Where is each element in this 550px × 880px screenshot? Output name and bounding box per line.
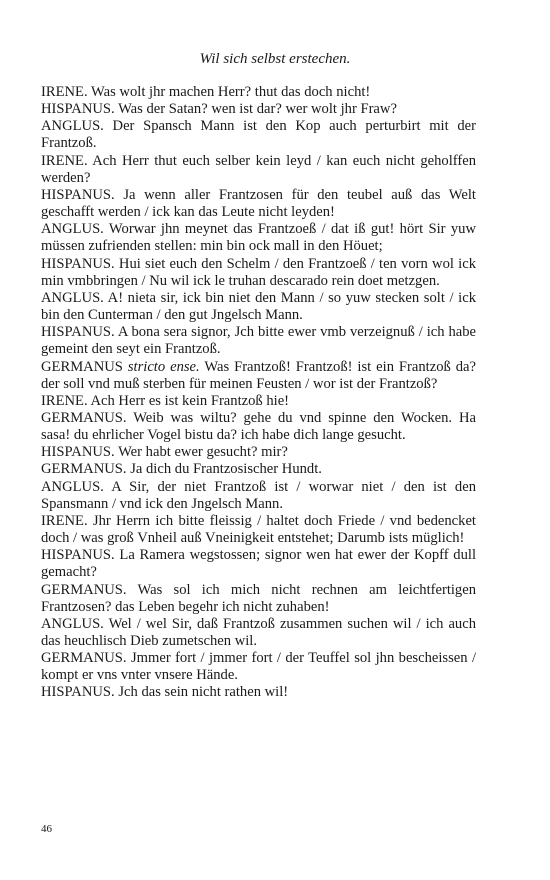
speech-text: Jhr Herrn ich bitte fleissig / haltet doch Friede / vnd bedencket doch / was groß Vnheil auß Vneinigkeit entstehet; Darumb ists müglich!	[41, 512, 476, 547]
speech	[41, 461, 476, 478]
speech-text: Wel / wel Sir, daß Frantzoß zusammen suchen wil / ich auch das heuchlisch Dieb zumetschen wil.	[41, 615, 476, 649]
speaker-name: ANGLUS.	[41, 478, 104, 495]
speech-text: Was wolt jhr machen Herr? thut das doch nicht!	[91, 84, 371, 100]
speaker-name: HISPANUS.	[41, 547, 115, 564]
speech-text: Was Frantzoß! Frantzoß! ist ein Frantzoß da? der soll vnd muß sterben für meinen Feusten / wor ist der Frantzoß?	[41, 358, 477, 392]
speaker-name: GERMANUS.	[41, 650, 127, 667]
speech-text: Ach Herr es ist kein Frantzoß hie!	[90, 392, 290, 409]
speech-text: Weib was wiltu? gehe du vnd spinne den Wocken. Ha sasa! du ehrlicher Vogel bistu da? ich habe dich lange gesucht.	[41, 409, 476, 444]
page-number: 46	[41, 823, 52, 835]
speaker-name: IRENE.	[41, 84, 88, 100]
speech-text: A bona sera signor, Jch bitte ewer vmb verzeignuß / ich habe gemeint den seyt ein Frantzoß.	[41, 324, 477, 358]
speech-text: Jch das sein nicht rathen wil!	[118, 684, 289, 701]
speech	[41, 582, 476, 616]
speaker-name: IRENE.	[41, 152, 88, 169]
speech	[41, 393, 476, 410]
speech-text: Was sol ich mich nicht rechnen am leichtfertigen Frantzosen? das Leben begehr ich nicht zuhaben!	[41, 581, 476, 615]
speech	[41, 101, 476, 118]
speech	[41, 684, 476, 701]
speech	[41, 616, 476, 650]
speech	[41, 221, 476, 255]
speaker-name: HISPANUS.	[41, 684, 115, 701]
speech-text: Wer habt ewer gesucht? mir?	[118, 444, 288, 461]
speech	[41, 547, 476, 581]
speech	[41, 410, 476, 444]
speaker-name: GERMANUS.	[41, 461, 127, 478]
speech-text: Was der Satan? wen ist dar? wer wolt jhr Fraw?	[118, 101, 397, 118]
speech-text: Ach Herr thut euch selber kein leyd / kan euch nicht geholffen werden?	[41, 152, 476, 186]
speaker-name: ANGLUS.	[41, 615, 104, 632]
stage-direction-inline: stricto ense.	[127, 358, 200, 375]
speaker-name: HISPANUS.	[41, 444, 115, 461]
speaker-name: ANGLUS.	[41, 289, 104, 306]
speaker-name: GERMANUS.	[41, 409, 127, 426]
speaker-name: IRENE.	[41, 512, 88, 529]
speech-text: Worwar jhn meynet das Frantzoeß / dat iß gut! hört Sir yuw müssen zufrienden stellen: min bin ock mall in den Höuet;	[41, 221, 476, 255]
speech	[41, 650, 476, 684]
speech	[41, 359, 476, 393]
speaker-name: IRENE.	[41, 392, 88, 409]
speaker-name: GERMANUS	[41, 358, 123, 375]
dialogue-text	[41, 84, 476, 702]
speech	[41, 324, 476, 358]
stage-direction: Wil sich selbst erstechen.	[199, 51, 351, 67]
speech-text: Hui siet euch den Schelm / den Frantzoeß / ten vorn wol ick min vmbbringen / Nu wil ick le truhan descarado rein doet metzgen.	[41, 255, 476, 289]
speech	[41, 187, 476, 221]
speaker-name: HISPANUS.	[41, 324, 115, 341]
speech	[41, 118, 476, 152]
speaker-name: HISPANUS.	[41, 186, 115, 203]
speaker-name: HISPANUS.	[41, 255, 115, 272]
speech	[41, 290, 476, 324]
speech-text: La Ramera wegstossen; signor wen hat ewer der Kopff dull gemacht?	[41, 547, 476, 581]
speaker-name: ANGLUS.	[41, 221, 104, 238]
speaker-name: ANGLUS.	[41, 118, 104, 135]
speech-text: Der Spansch Mann ist den Kop auch perturbirt mit der Frantzoß.	[41, 118, 476, 152]
speaker-name: GERMANUS.	[41, 581, 127, 598]
speech-text: A Sir, der niet Frantzoß ist / worwar niet / den ist den Spansmann / vnd ick den Jngelsch Mann.	[41, 478, 476, 512]
speech	[41, 256, 476, 290]
speech	[41, 84, 476, 101]
speech	[41, 444, 476, 461]
speech-text: Jmmer fort / jmmer fort / der Teuffel sol jhn bescheissen / kompt er vns vnter vnsere Hände.	[41, 650, 476, 684]
speech	[41, 479, 476, 513]
speech	[41, 513, 476, 547]
speaker-name: HISPANUS.	[41, 101, 115, 118]
speech-text: A! nieta sir, ick bin niet den Mann / so yuw stecken solt / ick bin den Cunterman / den gut Jngelsch Mann.	[41, 289, 476, 324]
speech-text: Ja wenn aller Frantzosen für den teubel auß das Welt geschafft werden / ick kan das Leute nicht leyden!	[41, 186, 476, 221]
speech	[41, 153, 476, 187]
speech-text: Ja dich du Frantzosischer Hundt.	[130, 461, 322, 478]
